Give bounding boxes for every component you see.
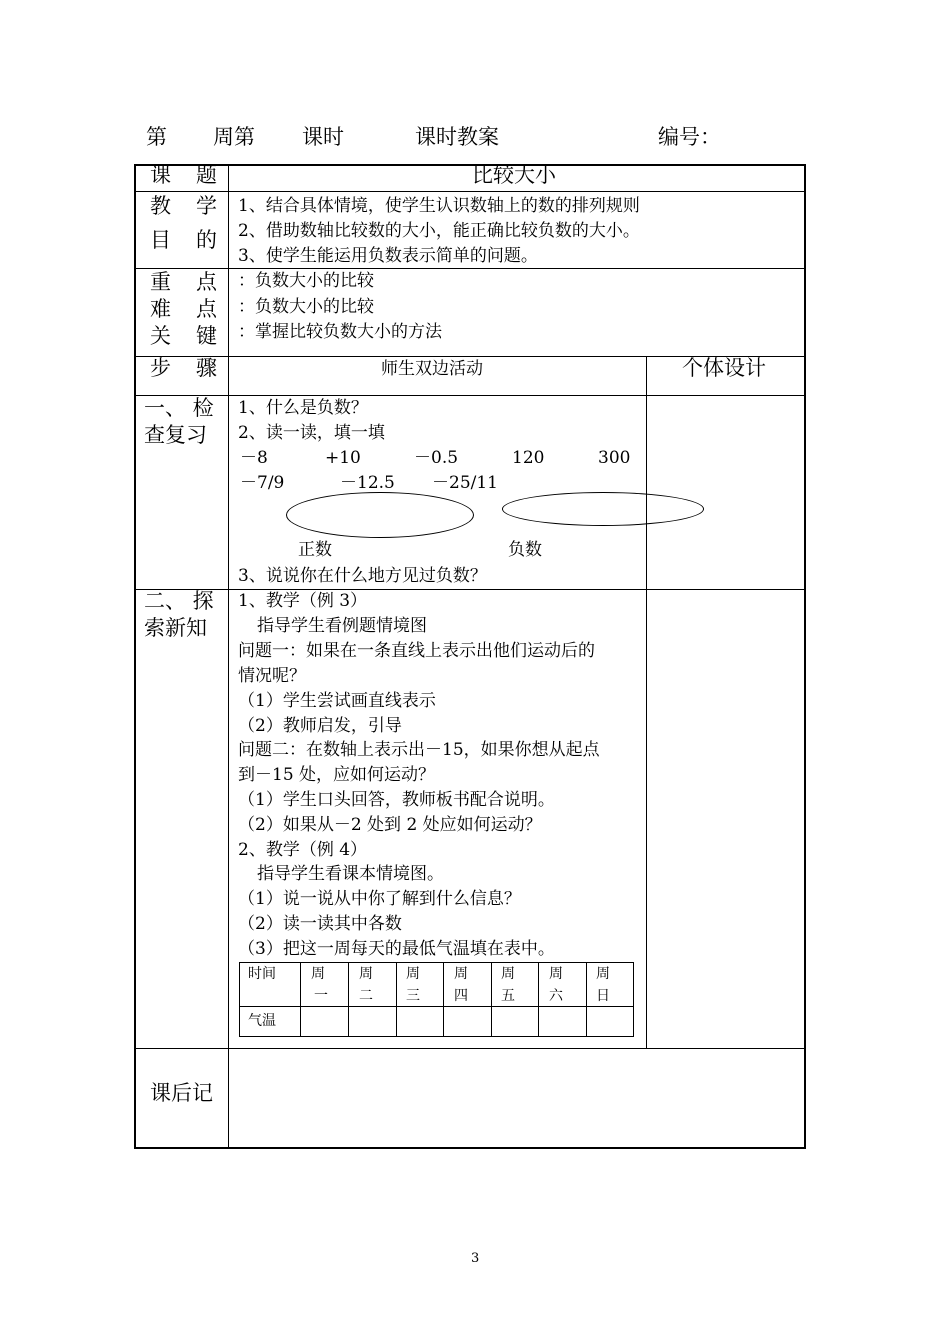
number-item: －8 [240, 448, 268, 468]
explore-line: （1）说一说从中你了解到什么信息？ [238, 889, 521, 909]
day-header-bottom: 四 [454, 988, 468, 1004]
goals-label-3: 目 [150, 228, 171, 252]
day-header-bottom: 二 [359, 988, 373, 1004]
day-header-top: 周 [549, 966, 563, 982]
day-header-bottom: 三 [406, 988, 420, 1004]
topic-label-b: 题 [196, 163, 217, 187]
goal-item-3: 3、使学生能运用负数表示简单的问题。 [238, 246, 538, 266]
negative-label: 负数 [508, 540, 542, 560]
review-q2: 2、读一读，填一填 [238, 423, 385, 443]
explore-line: 指导学生看例题情境图 [240, 616, 427, 636]
positive-label: 正数 [298, 540, 332, 560]
points-label-dian1: 点 [196, 270, 217, 294]
header-period: 课时 [302, 125, 344, 149]
goals-label-4: 的 [196, 228, 217, 252]
activity-header: 师生双边活动 [381, 359, 483, 379]
explore-label-line2: 索新知 [144, 616, 207, 640]
explore-line: （3）把这一周每天的最低气温填在表中。 [238, 939, 555, 959]
goals-label-2: 学 [196, 194, 217, 218]
number-item: 300 [598, 448, 631, 468]
number-item: －0.5 [414, 448, 459, 468]
number-item: －12.5 [340, 473, 395, 493]
explore-line: 问题一：如果在一条直线上表示出他们运动后的 [238, 641, 595, 661]
day-header-top: 周 [406, 966, 420, 982]
explore-line: 到－15 处，应如何运动？ [238, 765, 436, 785]
day-header-top: 周 [311, 966, 325, 982]
number-item: －7/9 [240, 473, 285, 493]
difficulty-item: ：负数大小的比较 [238, 297, 374, 317]
key-method-item: ：掌握比较负数大小的方法 [238, 322, 442, 342]
explore-line: （1）学生口头回答，教师板书配合说明。 [238, 790, 555, 810]
positive-oval [286, 492, 474, 538]
number-item: +10 [325, 448, 361, 468]
explore-line: （2）读一读其中各数 [238, 914, 402, 934]
steps-label-b: 骤 [196, 356, 217, 380]
explore-line: 情况呢？ [238, 666, 306, 686]
explore-line: （2）如果从－2 处到 2 处应如何运动？ [238, 815, 542, 835]
table-time-label: 时间 [248, 966, 276, 982]
key-point-item: ：负数大小的比较 [238, 271, 374, 291]
header-week: 周第 [213, 125, 255, 149]
header-title: 课时教案 [415, 125, 499, 149]
day-header-top: 周 [359, 966, 373, 982]
day-header-bottom: 六 [549, 988, 563, 1004]
number-item: 120 [512, 448, 545, 468]
goals-label-1: 教 [150, 194, 171, 218]
review-q3: 3、说说你在什么地方见过负数？ [238, 566, 487, 586]
design-header: 个体设计 [682, 356, 766, 380]
explore-line: 指导学生看课本情境图。 [240, 864, 444, 884]
explore-label-line1: 二、 探 [144, 589, 214, 613]
review-label-line2: 查复习 [144, 423, 207, 447]
points-label-guan: 关 [150, 324, 171, 348]
day-header-bottom: 日 [596, 988, 610, 1004]
topic-label-a: 课 [150, 163, 171, 187]
explore-line: 问题二：在数轴上表示出－15，如果你想从起点 [238, 740, 600, 760]
explore-line: 1、教学（例 3） [238, 591, 368, 611]
goal-item-2: 2、借助数轴比较数的大小，能正确比较负数的大小。 [238, 221, 640, 241]
header-di: 第 [146, 125, 167, 149]
goal-item-1: 1、结合具体情境，使学生认识数轴上的数的排列规则 [238, 196, 640, 216]
negative-oval [502, 492, 704, 526]
review-q1: 1、什么是负数？ [238, 398, 368, 418]
afterword-label: 课后记 [150, 1081, 213, 1105]
day-header-top: 周 [501, 966, 515, 982]
explore-line: （1）学生尝试画直线表示 [238, 691, 436, 711]
day-header-bottom: 一 [314, 988, 328, 1004]
points-label-nan: 难 [150, 297, 171, 321]
day-header-top: 周 [596, 966, 610, 982]
points-label-zhong: 重 [150, 270, 171, 294]
explore-line: 2、教学（例 4） [238, 840, 368, 860]
points-label-dian2: 点 [196, 297, 217, 321]
header-number-label: 编号： [658, 125, 721, 149]
day-header-top: 周 [454, 966, 468, 982]
table-temp-label: 气温 [248, 1013, 276, 1029]
points-label-jian: 键 [196, 324, 217, 348]
day-header-bottom: 五 [501, 988, 515, 1004]
page-number: 3 [471, 1251, 480, 1266]
topic-value: 比较大小 [472, 163, 556, 187]
steps-label-a: 步 [150, 356, 171, 380]
review-label-line1: 一、 检 [144, 396, 214, 420]
number-item: －25/11 [432, 473, 498, 493]
explore-line: （2）教师启发，引导 [238, 716, 402, 736]
